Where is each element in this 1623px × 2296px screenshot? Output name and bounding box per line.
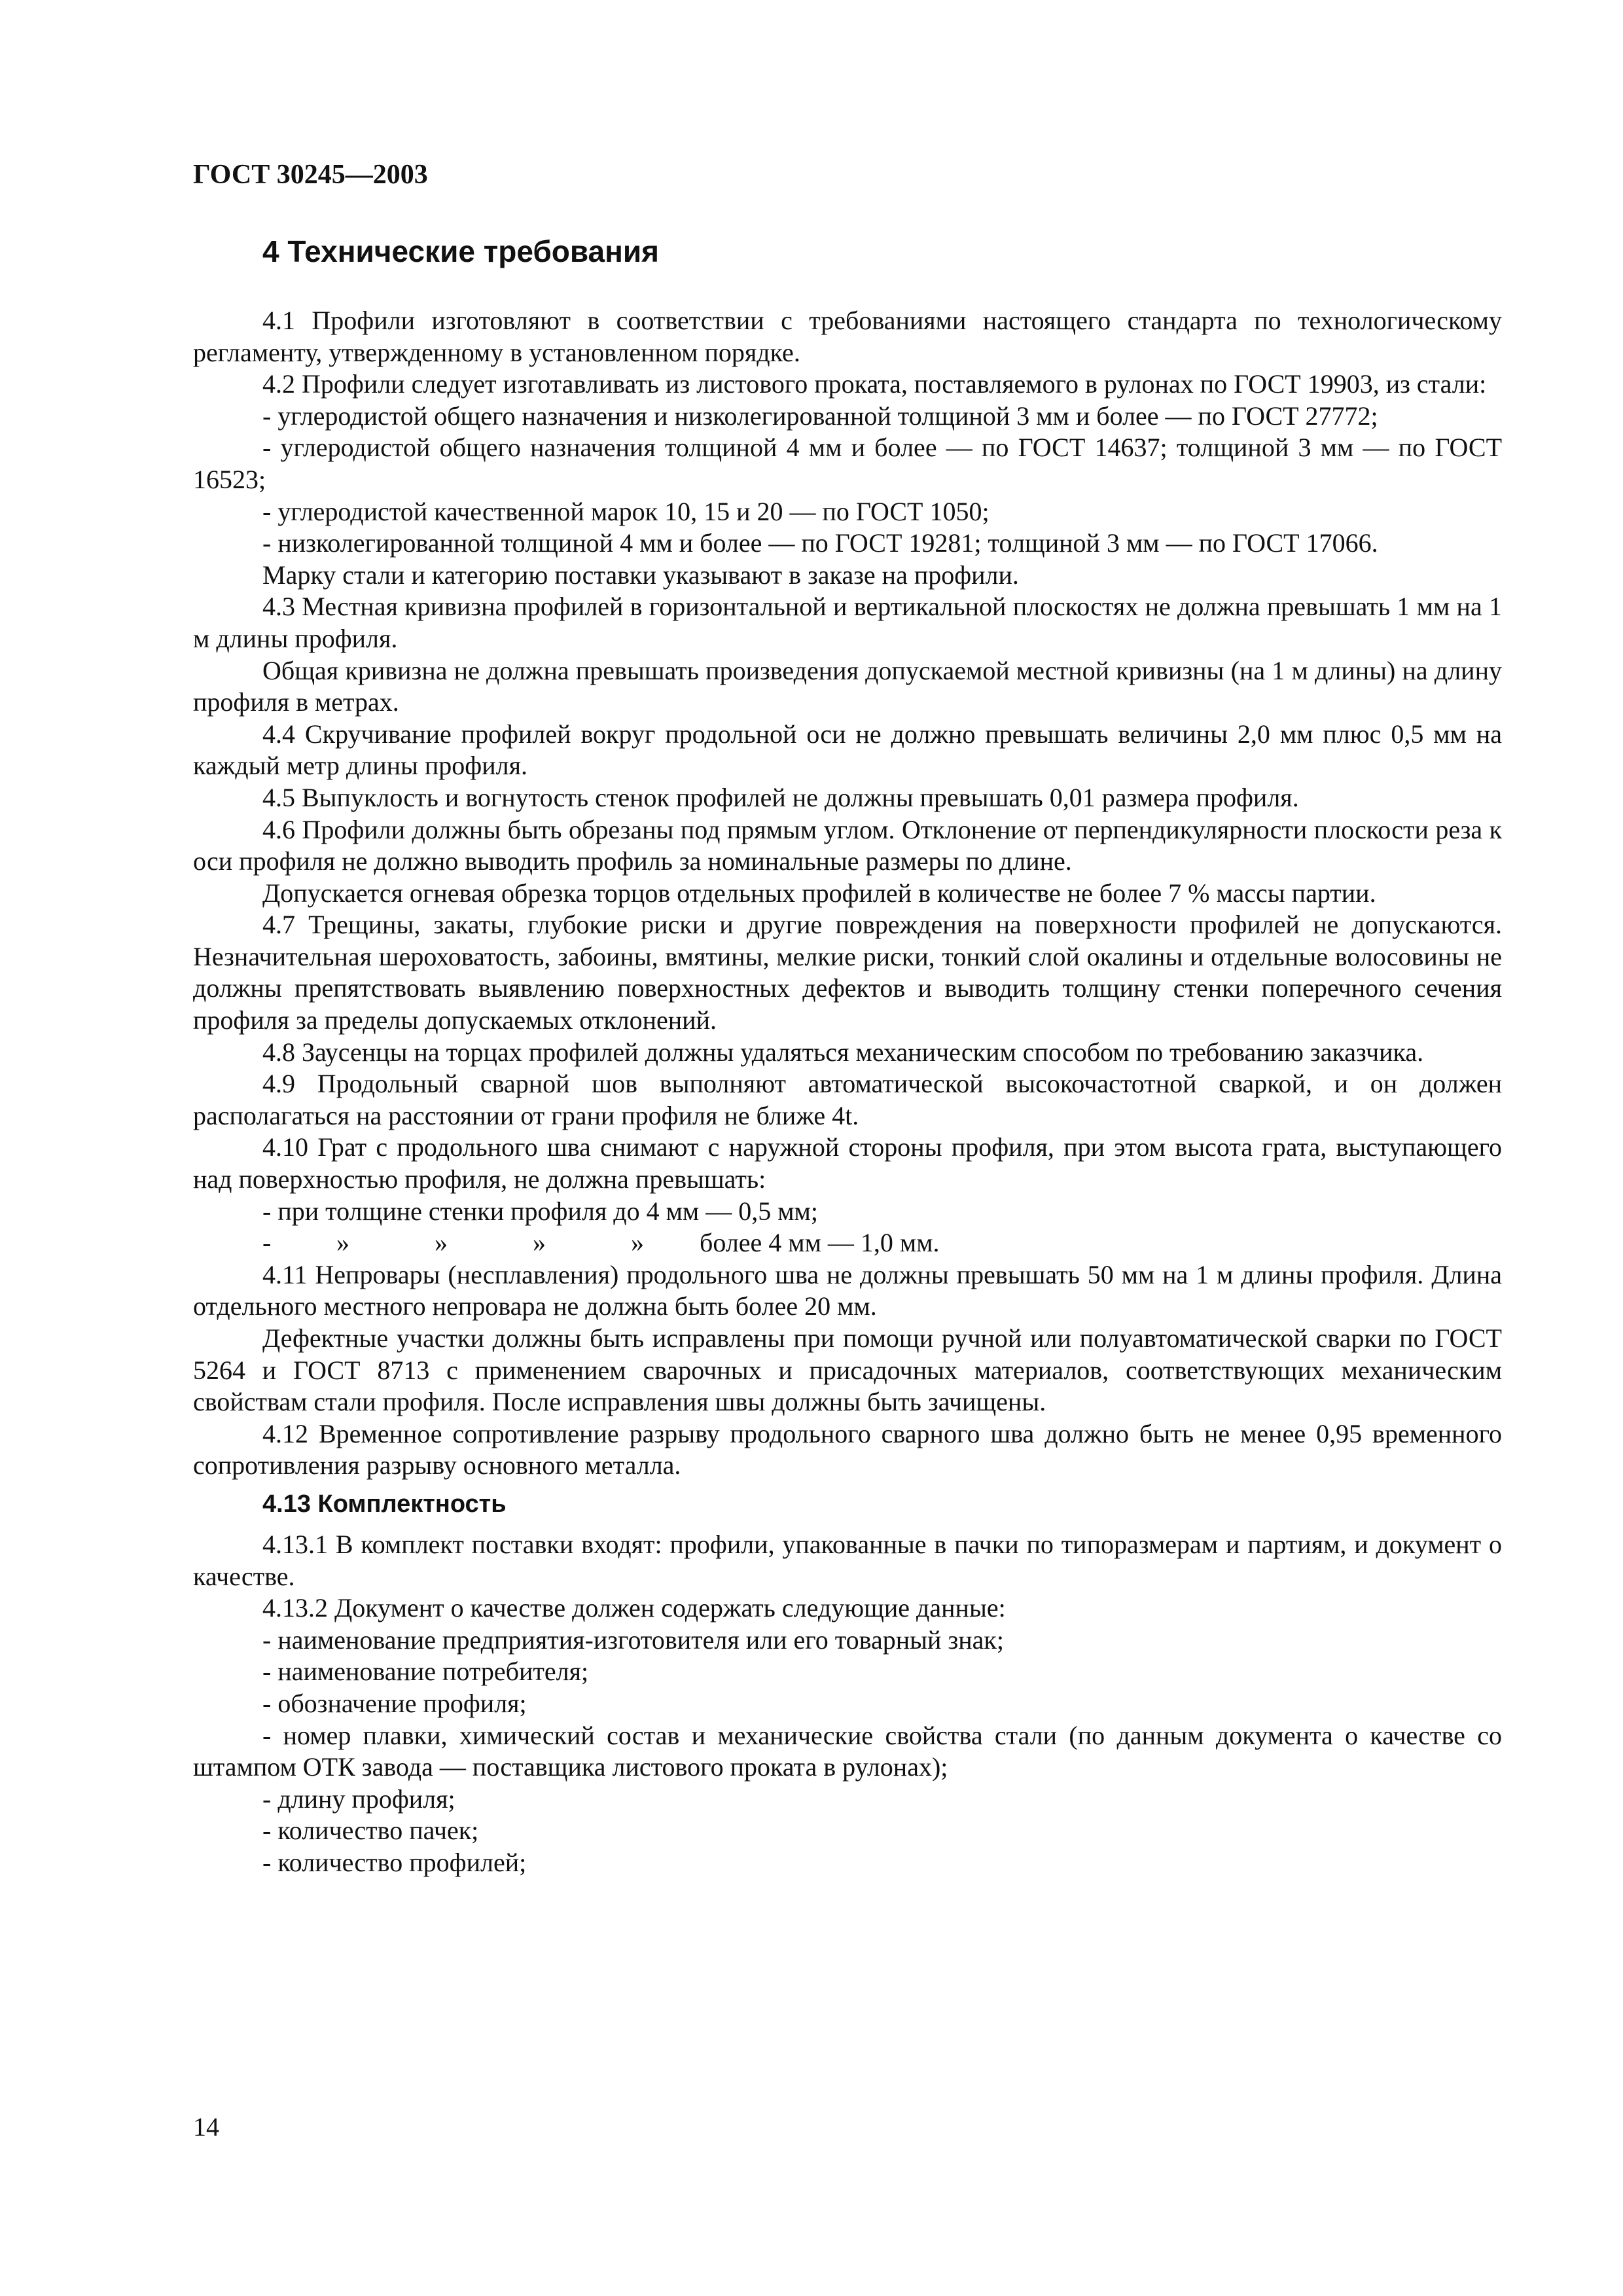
ditto-mark: » [336, 1228, 349, 1258]
list-item: - углеродистой общего назначения и низколегированной толщиной 3 мм и более — по ГОСТ 27772; [262, 401, 1378, 431]
clause-4-5: 4.5 Выпуклость и вогнутость стенок профилей не должны превышать 0,01 размера профиля. [262, 782, 1299, 812]
clause-4-13-1: 4.13.1 В комплект поставки входят: профили, упакованные в пачки по типоразмерам и партиям, и документ о качестве. [193, 1529, 1502, 1591]
clause-4-4: 4.4 Скручивание профилей вокруг продольной оси не должно превышать величины 2,0 мм плюс 0,5 мм на каждый метр длины профиля. [193, 719, 1502, 781]
ditto-mark: » [435, 1228, 448, 1258]
list-item: - наименование потребителя; [262, 1657, 589, 1687]
ditto-mark: » [533, 1228, 546, 1258]
clause-4-10: 4.10 Грат с продольного шва снимают с наружной стороны профиля, при этом высота грата, выступающего над поверхностью профиля, не должна превышать: [193, 1132, 1502, 1194]
list-item: - количество профилей; [262, 1847, 527, 1877]
paragraph: Марку стали и категорию поставки указывают в заказе на профили. [262, 560, 1019, 590]
list-item: - углеродистой общего назначения толщиной 4 мм и более — по ГОСТ 14637; толщиной 3 мм — по ГОСТ 16523; [193, 433, 1502, 494]
list-item: - количество пачек; [262, 1816, 479, 1846]
subsection-title: 4.13 Комплектность [262, 1490, 507, 1518]
ditto-dash: - [262, 1228, 272, 1258]
list-item: - при толщине стенки профиля до 4 мм — 0,5 мм; [262, 1196, 818, 1226]
clause-4-12: 4.12 Временное сопротивление разрыву продольного сварного шва должно быть не менее 0,95 временного сопротивления разрыву основного металла. [193, 1418, 1502, 1480]
clause-4-1: 4.1 Профили изготовляют в соответствии с требованиями настоящего стандарта по технологическому регламенту, утвержденному в установленном порядке. [193, 306, 1502, 367]
clause-4-6: 4.6 Профили должны быть обрезаны под прямым углом. Отклонение от перпендикулярности плоскости реза к оси профиля не должно выводить профиль за номинальные размеры по длине. [193, 814, 1502, 876]
list-item: - наименование предприятия-изготовителя или его товарный знак; [262, 1624, 1004, 1655]
document-header: ГОСТ 30245—2003 [193, 160, 428, 190]
list-item: - длину профиля; [262, 1784, 455, 1814]
ditto-text: более 4 мм — 1,0 мм. [700, 1228, 940, 1258]
list-item: - номер плавки, химический состав и механические свойства стали (по данным документа о качестве со штампом ОТК завода — поставщика листового проката в рулонах); [193, 1720, 1502, 1782]
clause-4-2: 4.2 Профили следует изготавливать из листового проката, поставляемого в рулонах по ГОСТ 19903, из стали: [262, 369, 1487, 399]
paragraph: Допускается огневая обрезка торцов отдельных профилей в количестве не более 7 % массы партии. [262, 878, 1376, 908]
ditto-mark: » [631, 1228, 644, 1258]
document-body [193, 305, 1502, 1879]
paragraph: Дефектные участки должны быть исправлены при помощи ручной или полуавтоматической сварки по ГОСТ 5264 и ГОСТ 8713 с применением сварочных и присадочных материалов, соответствующих механическим свойствам стали профиля. После исправления швы должны быть зачищены. [193, 1323, 1502, 1417]
clause-4-3: 4.3 Местная кривизна профилей в горизонтальной и вертикальной плоскостях не должна превышать 1 мм на 1 м длины профиля. [193, 592, 1502, 653]
paragraph: Общая кривизна не должна превышать произведения допускаемой местной кривизны (на 1 м длины) на длину профиля в метрах. [193, 655, 1502, 717]
clause-4-11: 4.11 Непровары (несплавления) продольного шва не должны превышать 50 мм на 1 м длины профиля. Длина отдельного местного непровара не должна быть более 20 мм. [193, 1259, 1502, 1321]
clause-4-7: 4.7 Трещины, закаты, глубокие риски и другие повреждения на поверхности профилей не допускаются. Незначительная шероховатость, забоины, вмятины, мелкие риски, тонкий слой окалины и отдельные волосовины не должны препятствовать выявлению поверхностных дефектов и выводить толщину стенки поперечного сечения профиля за пределы допускаемых отклонений. [193, 910, 1502, 1035]
section-title: 4 Технические требования [262, 234, 659, 268]
ditto-line [262, 1227, 1502, 1259]
list-item: - углеродистой качественной марок 10, 15 и 20 — по ГОСТ 1050; [262, 496, 990, 526]
document-page [193, 158, 1502, 1879]
clause-4-13-2: 4.13.2 Документ о качестве должен содержать следующие данные: [262, 1593, 1006, 1623]
clause-4-9: 4.9 Продольный сварной шов выполняют автоматической высокочастотной сваркой, и он должен располагаться на расстоянии от грани профиля не ближе 4t. [193, 1069, 1502, 1130]
list-item: - обозначение профиля; [262, 1688, 527, 1718]
list-item: - низколегированной толщиной 4 мм и более — по ГОСТ 19281; толщиной 3 мм — по ГОСТ 17066. [262, 528, 1378, 558]
page-number: 14 [193, 2112, 219, 2142]
clause-4-8: 4.8 Заусенцы на торцах профилей должны удаляться механическим способом по требованию заказчика. [262, 1037, 1424, 1067]
